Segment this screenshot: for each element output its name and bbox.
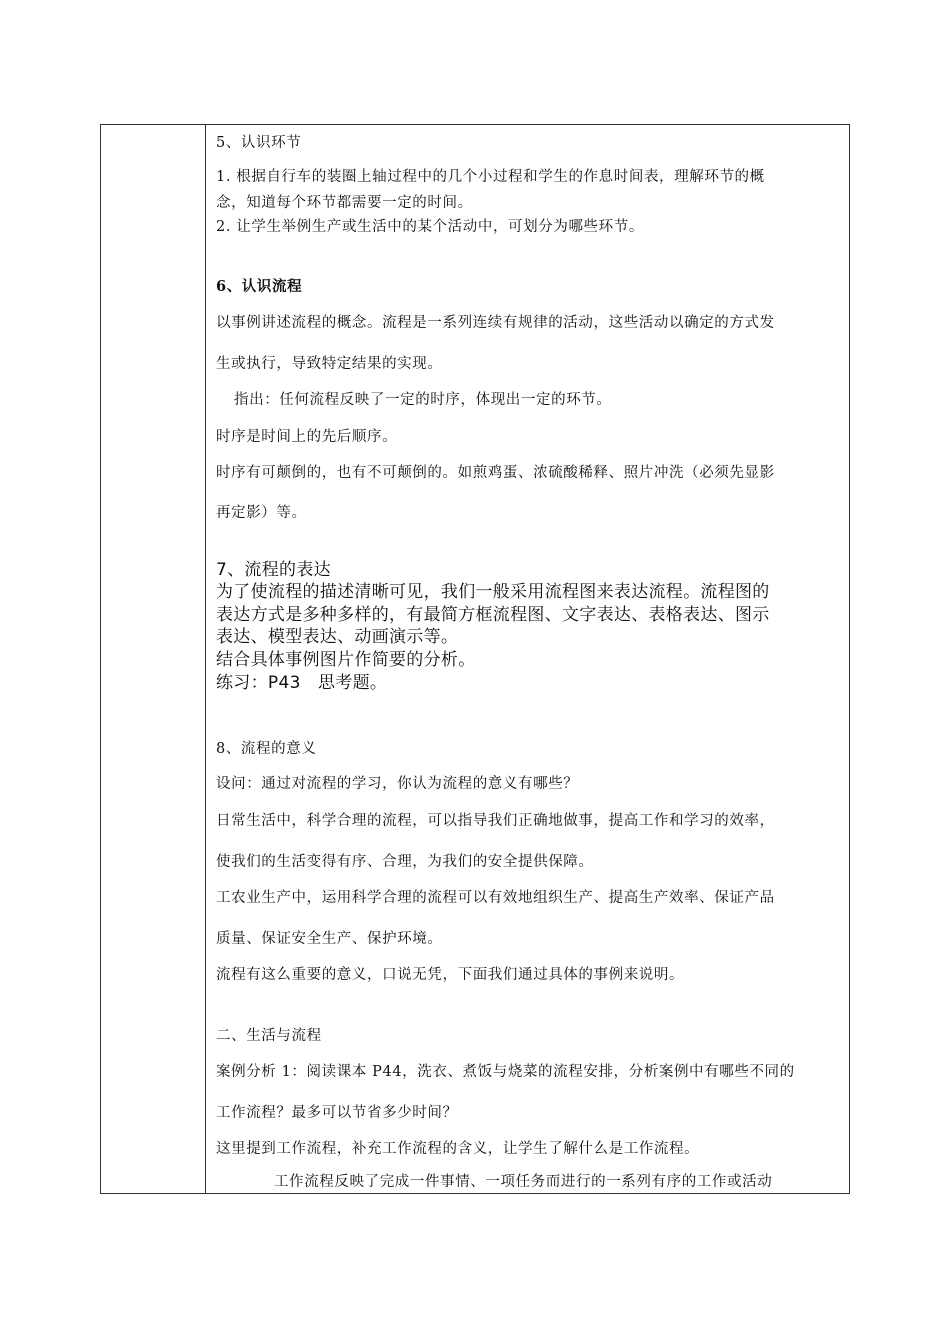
section-7-line-1: 为了使流程的描述清晰可见，我们一般采用流程图来表达流程。流程图的	[216, 582, 770, 602]
section-6-text-1b: 生或执行，导致特定结果的实现。	[216, 356, 443, 372]
part-2-text-3: 工作流程反映了完成一件事情、一项任务而进行的一系列有序的工作或活动	[274, 1174, 773, 1190]
section-6-text-1a: 以事例讲述流程的概念。流程是一系列连续有规律的活动，这些活动以确定的方式发	[216, 315, 775, 331]
section-7-line-2: 表达方式是多种多样的，有最简方框流程图、文字表达、表格表达、图示	[216, 605, 770, 625]
section-6-text-3: 时序是时间上的先后顺序。	[216, 429, 398, 445]
section-8-text-2b: 使我们的生活变得有序、合理，为我们的安全提供保障。	[216, 854, 594, 870]
section-6-text-4b: 再定影）等。	[216, 505, 307, 521]
section-8-heading: 8、流程的意义	[216, 741, 317, 757]
lesson-table	[100, 124, 850, 1194]
section-7-line-4: 结合具体事例图片作简要的分析。	[216, 650, 476, 670]
section-6-text-4a: 时序有可颠倒的，也有不可颠倒的。如煎鸡蛋、浓硫酸稀释、照片冲洗（必须先显影	[216, 465, 775, 481]
part-2-text-1a: 案例分析 1：阅读课本 P44，洗衣、煮饭与烧菜的流程安排，分析案例中有哪些不同的	[216, 1064, 795, 1080]
part-2-heading: 二、生活与流程	[216, 1028, 322, 1044]
section-6-heading: 6、认识流程	[216, 278, 303, 295]
section-8-text-4: 流程有这么重要的意义，口说无凭，下面我们通过具体的事例来说明。	[216, 967, 685, 983]
section-7-heading: 7、流程的表达	[216, 560, 331, 580]
section-5-text-1b: 念，知道每个环节都需要一定的时间。	[216, 195, 473, 211]
section-7-line-3: 表达、模型表达、动画演示等。	[216, 627, 459, 647]
part-2-text-1b: 工作流程？最多可以节省多少时间？	[216, 1105, 458, 1121]
section-8-text-3b: 质量、保证安全生产、保护环境。	[216, 931, 443, 947]
section-7-line-5: 练习：P43 思考题。	[216, 673, 388, 693]
section-5-text-1a: 1. 根据自行车的装圈上轴过程中的几个小过程和学生的作息时间表，理解环节的概	[216, 169, 765, 185]
section-5-heading: 5、认识环节	[216, 135, 302, 151]
section-6-text-2: 指出：任何流程反映了一定的时序，体现出一定的环节。	[234, 392, 612, 408]
column-divider	[205, 125, 206, 1193]
section-8-text-1: 设问：通过对流程的学习，你认为流程的意义有哪些？	[216, 776, 579, 792]
section-5-text-2: 2. 让学生举例生产或生活中的某个活动中，可划分为哪些环节。	[216, 219, 644, 235]
section-8-text-2a: 日常生活中，科学合理的流程，可以指导我们正确地做事，提高工作和学习的效率，	[216, 813, 775, 829]
section-8-text-3a: 工农业生产中，运用科学合理的流程可以有效地组织生产、提高生产效率、保证产品	[216, 890, 775, 906]
part-2-text-2: 这里提到工作流程，补充工作流程的含义，让学生了解什么是工作流程。	[216, 1141, 700, 1157]
